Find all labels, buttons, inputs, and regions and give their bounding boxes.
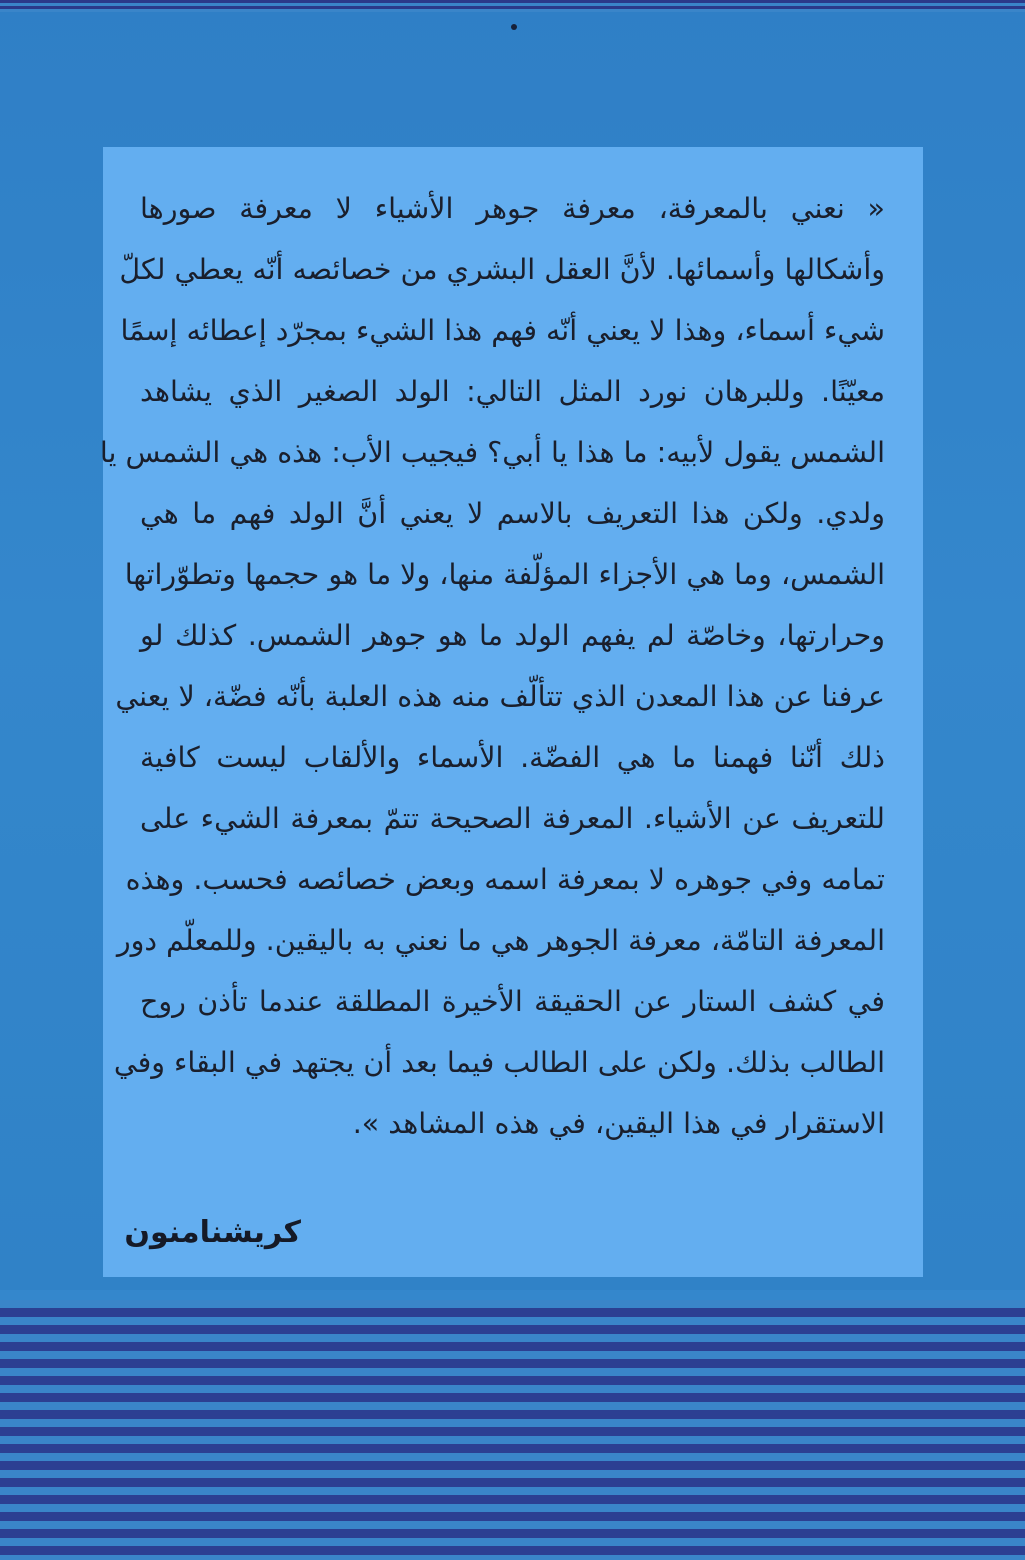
quote-line: عرفنا عن هذا المعدن الذي تتألّف منه هذه العلبة بأنّه فضّة، لا يعني	[115, 680, 885, 713]
quote-line: « نعني بالمعرفة، معرفة جوهر الأشياء لا معرفة صورها	[140, 192, 885, 225]
quote-line: معيّنًا. وللبرهان نورد المثل التالي: الولد الصغير الذي يشاهد	[140, 375, 885, 408]
stripe-gap	[0, 1290, 1025, 1300]
quote-line: وأشكالها وأسمائها. لأنَّ العقل البشري من خصائصه أنّه يعطي لكلّ	[119, 253, 885, 286]
quote-line: وحرارتها، وخاصّة لم يفهم الولد ما هو جوهر الشمس. كذلك لو	[140, 619, 885, 652]
quote-line: شيء أسماء، وهذا لا يعني أنّه فهم هذا الشيء بمجرّد إعطائه إسمًا	[120, 314, 885, 347]
quote-line: الطالب بذلك. ولكن على الطالب فيما بعد أن يجتهد في البقاء وفي	[113, 1046, 885, 1079]
quote-line: في كشف الستار عن الحقيقة الأخيرة المطلقة عندما تأذن روح	[140, 985, 885, 1018]
author-name: كريشنامنون	[124, 1215, 301, 1250]
ornament-dot	[511, 24, 517, 30]
quote-text	[99, 178, 885, 1154]
quote-line: الاستقرار في هذا اليقين، في هذه المشاهد ».	[352, 1107, 885, 1140]
quote-line: الشمس، وما هي الأجزاء المؤلّفة منها، ولا ما هو حجمها وتطوّراتها	[124, 558, 885, 591]
quote-line: للتعريف عن الأشياء. المعرفة الصحيحة تتمّ بمعرفة الشيء على	[140, 802, 885, 835]
quote-line: المعرفة التامّة، معرفة الجوهر هي ما نعني به باليقين. وللمعلّم دور	[116, 924, 885, 957]
quote-line: ذلك أنّنا فهمنا ما هي الفضّة. الأسماء والألقاب ليست كافية	[140, 741, 885, 774]
quote-line: ولدي. ولكن هذا التعريف بالاسم لا يعني أنَّ الولد فهم ما هي	[140, 497, 885, 530]
bottom-stripes	[0, 1300, 1025, 1560]
quote-line: تمامه وفي جوهره لا بمعرفة اسمه وبعض خصائصه فحسب. وهذه	[125, 863, 885, 896]
quote-line: الشمس يقول لأبيه: ما هذا يا أبي؟ فيجيب الأب: هذه هي الشمس يا	[99, 436, 885, 469]
top-stripe-band	[0, 0, 1025, 12]
